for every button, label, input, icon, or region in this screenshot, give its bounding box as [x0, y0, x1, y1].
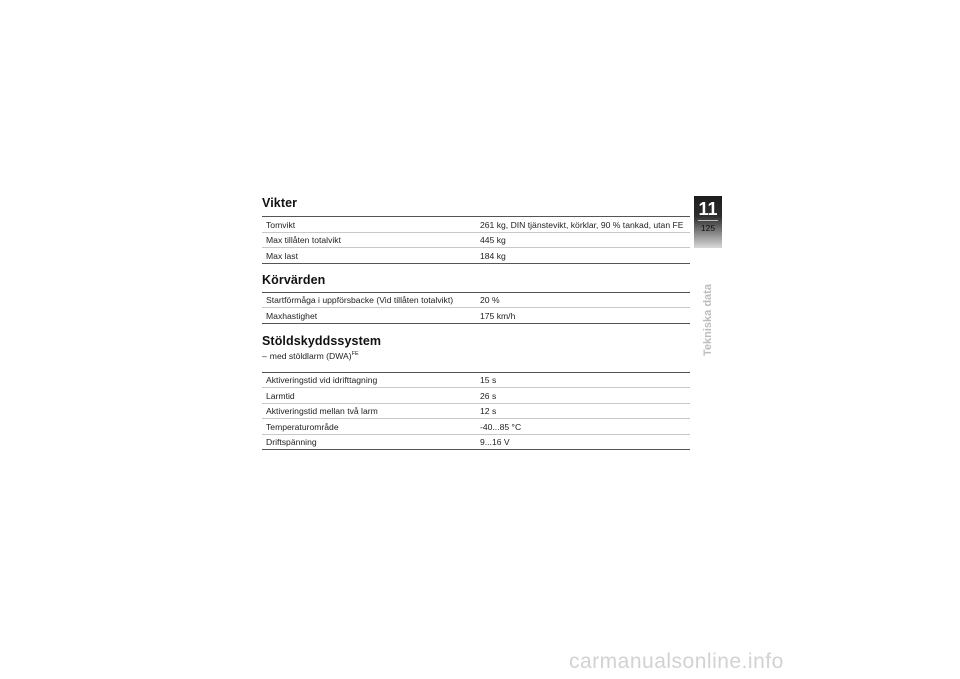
row-label: Tomvikt — [266, 219, 296, 230]
table-row — [262, 372, 690, 388]
row-value: -40...85 °C — [476, 419, 690, 435]
section-title-stoldskydd: Stöldskyddssystem — [262, 333, 382, 348]
section-korvarden — [262, 273, 690, 324]
chapter-tab-divider — [698, 220, 718, 221]
chapter-tab — [694, 196, 722, 248]
chapter-vertical-label: Tekniska data — [702, 284, 714, 356]
weights-table — [262, 216, 690, 264]
dash-bullet: – — [262, 350, 267, 361]
row-value: 20 % — [480, 295, 500, 305]
table-row — [262, 434, 690, 450]
row-value: 12 s — [476, 403, 690, 419]
table-row — [262, 248, 690, 264]
chapter-number: 11 — [698, 199, 718, 219]
section-vikter — [262, 196, 690, 264]
table-row — [262, 232, 690, 248]
performance-table — [262, 292, 690, 324]
row-value: 15 s — [480, 375, 497, 385]
row-value: 184 kg — [476, 248, 690, 264]
table-row — [262, 388, 690, 404]
table-row — [262, 217, 690, 233]
subtitle-text: med stöldlarm (DWA) — [269, 350, 352, 361]
row-label: Aktiveringstid mellan två larm — [262, 403, 476, 419]
table-row — [262, 292, 690, 308]
row-label: Larmtid — [262, 388, 476, 404]
row-label: Aktiveringstid vid idrifttagning — [266, 375, 378, 385]
table-row — [262, 403, 690, 419]
row-value: 445 kg — [476, 232, 690, 248]
row-label: Maxhastighet — [262, 308, 476, 324]
row-label: Driftspänning — [262, 434, 476, 450]
row-label: Startförmåga i uppförsbacke (Vid tillåten totalvikt) — [266, 295, 454, 305]
row-label: Temperaturområde — [262, 419, 476, 435]
table-row — [262, 419, 690, 435]
row-value: 261 kg, DIN tjänstevikt, körklar, 90 % tankad, utan FE — [480, 219, 684, 230]
watermark: carmanualsonline.info — [569, 650, 784, 673]
page-number: 125 — [700, 223, 716, 233]
section-title-korvarden: Körvärden — [262, 272, 326, 287]
section-subtitle — [262, 351, 690, 361]
row-value: 9...16 V — [476, 434, 690, 450]
section-stoldskydd — [262, 334, 690, 451]
row-value: 26 s — [476, 388, 690, 404]
subtitle-superscript: FE — [351, 350, 359, 357]
table-row — [262, 308, 690, 324]
manual-page-content — [262, 196, 690, 450]
row-label: Max tillåten totalvikt — [262, 232, 476, 248]
alarm-table — [262, 372, 690, 451]
row-value: 175 km/h — [476, 308, 690, 324]
section-title-vikter: Vikter — [262, 196, 298, 210]
row-label: Max last — [262, 248, 476, 264]
